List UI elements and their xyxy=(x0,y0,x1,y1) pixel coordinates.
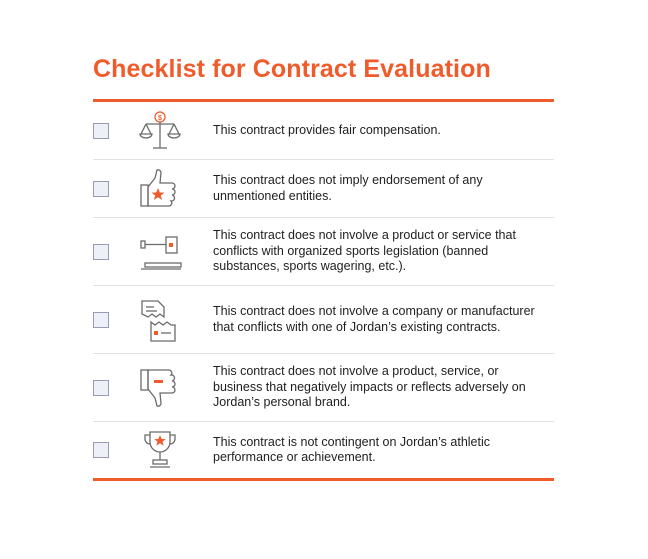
checkbox[interactable] xyxy=(93,123,109,139)
item-text: This contract does not involve a product or service that conflicts with organized sports legislation (banned substances, sports wagering, etc.). xyxy=(213,228,516,274)
bottom-divider xyxy=(93,478,554,481)
checklist xyxy=(93,102,554,478)
gavel-icon xyxy=(137,229,183,275)
checkbox[interactable] xyxy=(93,312,109,328)
thumbs-down-icon xyxy=(137,365,183,411)
svg-text:$: $ xyxy=(158,114,162,122)
item-text: This contract does not involve a product, service, or business that negatively impacts or reflects adversely on Jordan’s personal brand. xyxy=(213,364,526,410)
checklist-item xyxy=(93,354,554,422)
checklist-item xyxy=(93,160,554,218)
checkbox[interactable] xyxy=(93,442,109,458)
page-title: Checklist for Contract Evaluation xyxy=(93,55,491,83)
checkbox[interactable] xyxy=(93,181,109,197)
item-text: This contract provides fair compensation. xyxy=(213,122,441,137)
checklist-item xyxy=(93,218,554,286)
trophy-star-icon xyxy=(137,427,183,473)
checklist-item xyxy=(93,286,554,354)
scales-money-icon xyxy=(137,108,183,154)
checklist-item xyxy=(93,422,554,478)
item-text: This contract does not imply endorsement of any unmentioned entities. xyxy=(213,173,483,203)
thumbs-up-star-icon xyxy=(137,166,183,212)
checkbox[interactable] xyxy=(93,244,109,260)
checklist-item xyxy=(93,102,554,160)
checkbox[interactable] xyxy=(93,380,109,396)
torn-contract-icon xyxy=(137,297,183,343)
item-text: This contract is not contingent on Jordan’s athletic performance or achievement. xyxy=(213,434,491,464)
item-text: This contract does not involve a company or manufacturer that conflicts with one of Jordan’s existing contracts. xyxy=(213,304,535,334)
